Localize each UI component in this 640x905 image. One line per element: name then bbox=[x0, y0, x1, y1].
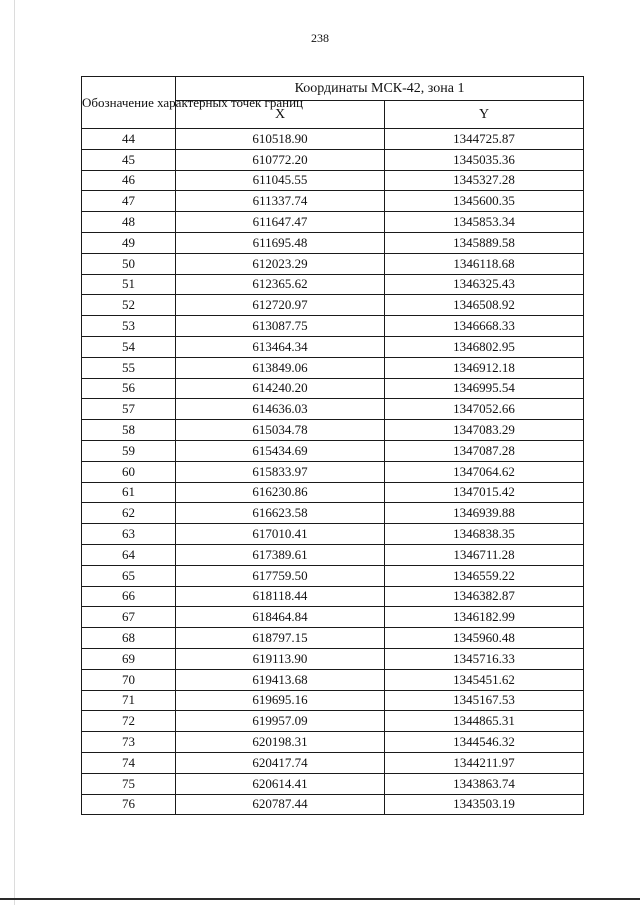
point-cell: 57 bbox=[82, 399, 176, 420]
y-cell: 1346118.68 bbox=[385, 253, 584, 274]
table-body bbox=[82, 129, 584, 815]
y-cell: 1346668.33 bbox=[385, 316, 584, 337]
y-cell: 1347083.29 bbox=[385, 420, 584, 441]
y-cell: 1346912.18 bbox=[385, 357, 584, 378]
y-cell: 1346711.28 bbox=[385, 544, 584, 565]
x-cell: 616230.86 bbox=[176, 482, 385, 503]
y-cell: 1347087.28 bbox=[385, 440, 584, 461]
point-cell: 51 bbox=[82, 274, 176, 295]
table-row bbox=[82, 212, 584, 233]
page-number: 238 bbox=[311, 31, 329, 45]
point-cell: 71 bbox=[82, 690, 176, 711]
y-cell: 1345853.34 bbox=[385, 212, 584, 233]
x-cell: 615434.69 bbox=[176, 440, 385, 461]
x-cell: 610772.20 bbox=[176, 149, 385, 170]
point-cell: 75 bbox=[82, 773, 176, 794]
point-cell: 66 bbox=[82, 586, 176, 607]
table-row bbox=[82, 503, 584, 524]
y-cell: 1345035.36 bbox=[385, 149, 584, 170]
y-cell: 1344865.31 bbox=[385, 711, 584, 732]
x-cell: 617759.50 bbox=[176, 565, 385, 586]
point-cell: 61 bbox=[82, 482, 176, 503]
table-row bbox=[82, 420, 584, 441]
table-row bbox=[82, 336, 584, 357]
table-row bbox=[82, 732, 584, 753]
table-row bbox=[82, 378, 584, 399]
y-cell: 1345327.28 bbox=[385, 170, 584, 191]
point-cell: 74 bbox=[82, 752, 176, 773]
y-cell: 1345716.33 bbox=[385, 648, 584, 669]
table-row bbox=[82, 482, 584, 503]
header-y: Y bbox=[385, 101, 584, 129]
point-cell: 56 bbox=[82, 378, 176, 399]
x-cell: 616623.58 bbox=[176, 503, 385, 524]
point-cell: 46 bbox=[82, 170, 176, 191]
table-row bbox=[82, 399, 584, 420]
y-cell: 1346182.99 bbox=[385, 607, 584, 628]
point-cell: 73 bbox=[82, 732, 176, 753]
coordinates-table bbox=[81, 76, 584, 815]
x-cell: 613464.34 bbox=[176, 336, 385, 357]
table-row bbox=[82, 357, 584, 378]
x-cell: 612023.29 bbox=[176, 253, 385, 274]
table-row bbox=[82, 149, 584, 170]
y-cell: 1343863.74 bbox=[385, 773, 584, 794]
point-cell: 58 bbox=[82, 420, 176, 441]
y-cell: 1343503.19 bbox=[385, 794, 584, 815]
y-cell: 1346939.88 bbox=[385, 503, 584, 524]
table-row bbox=[82, 773, 584, 794]
table-row bbox=[82, 461, 584, 482]
x-cell: 619957.09 bbox=[176, 711, 385, 732]
y-cell: 1344725.87 bbox=[385, 129, 584, 150]
y-cell: 1346995.54 bbox=[385, 378, 584, 399]
table-row bbox=[82, 232, 584, 253]
table-row bbox=[82, 295, 584, 316]
point-cell: 65 bbox=[82, 565, 176, 586]
table-row bbox=[82, 586, 584, 607]
x-cell: 619695.16 bbox=[176, 690, 385, 711]
table-row bbox=[82, 170, 584, 191]
x-cell: 619413.68 bbox=[176, 669, 385, 690]
x-cell: 620614.41 bbox=[176, 773, 385, 794]
table-row bbox=[82, 274, 584, 295]
table-row bbox=[82, 669, 584, 690]
y-cell: 1347015.42 bbox=[385, 482, 584, 503]
y-cell: 1345451.62 bbox=[385, 669, 584, 690]
y-cell: 1347052.66 bbox=[385, 399, 584, 420]
point-cell: 69 bbox=[82, 648, 176, 669]
point-cell: 64 bbox=[82, 544, 176, 565]
table-row bbox=[82, 690, 584, 711]
point-cell: 59 bbox=[82, 440, 176, 461]
x-cell: 615833.97 bbox=[176, 461, 385, 482]
point-cell: 50 bbox=[82, 253, 176, 274]
x-cell: 611695.48 bbox=[176, 232, 385, 253]
y-cell: 1345600.35 bbox=[385, 191, 584, 212]
x-cell: 618118.44 bbox=[176, 586, 385, 607]
scan-edge-left bbox=[14, 0, 15, 905]
y-cell: 1345167.53 bbox=[385, 690, 584, 711]
header-x: X bbox=[176, 101, 385, 129]
point-cell: 47 bbox=[82, 191, 176, 212]
point-cell: 67 bbox=[82, 607, 176, 628]
point-cell: 76 bbox=[82, 794, 176, 815]
x-cell: 614636.03 bbox=[176, 399, 385, 420]
x-cell: 617389.61 bbox=[176, 544, 385, 565]
x-cell: 619113.90 bbox=[176, 648, 385, 669]
point-cell: 62 bbox=[82, 503, 176, 524]
x-cell: 620417.74 bbox=[176, 752, 385, 773]
x-cell: 615034.78 bbox=[176, 420, 385, 441]
x-cell: 613849.06 bbox=[176, 357, 385, 378]
point-cell: 54 bbox=[82, 336, 176, 357]
y-cell: 1346802.95 bbox=[385, 336, 584, 357]
table-row bbox=[82, 607, 584, 628]
header-point-designation: Обозначение характерных точек границ bbox=[82, 77, 176, 129]
x-cell: 612365.62 bbox=[176, 274, 385, 295]
x-cell: 620787.44 bbox=[176, 794, 385, 815]
y-cell: 1345960.48 bbox=[385, 628, 584, 649]
x-cell: 611045.55 bbox=[176, 170, 385, 191]
table-row bbox=[82, 648, 584, 669]
scan-edge-bottom bbox=[0, 898, 640, 900]
table-row bbox=[82, 129, 584, 150]
table-row bbox=[82, 440, 584, 461]
table-row bbox=[82, 316, 584, 337]
y-cell: 1345889.58 bbox=[385, 232, 584, 253]
table-row bbox=[82, 794, 584, 815]
y-cell: 1346838.35 bbox=[385, 524, 584, 545]
point-cell: 72 bbox=[82, 711, 176, 732]
point-cell: 52 bbox=[82, 295, 176, 316]
point-cell: 63 bbox=[82, 524, 176, 545]
point-cell: 70 bbox=[82, 669, 176, 690]
x-cell: 618797.15 bbox=[176, 628, 385, 649]
x-cell: 611647.47 bbox=[176, 212, 385, 233]
point-cell: 55 bbox=[82, 357, 176, 378]
table-row bbox=[82, 191, 584, 212]
point-cell: 53 bbox=[82, 316, 176, 337]
x-cell: 620198.31 bbox=[176, 732, 385, 753]
point-cell: 44 bbox=[82, 129, 176, 150]
y-cell: 1344211.97 bbox=[385, 752, 584, 773]
y-cell: 1346325.43 bbox=[385, 274, 584, 295]
x-cell: 614240.20 bbox=[176, 378, 385, 399]
y-cell: 1346559.22 bbox=[385, 565, 584, 586]
table-row bbox=[82, 752, 584, 773]
table-row bbox=[82, 565, 584, 586]
point-cell: 49 bbox=[82, 232, 176, 253]
header-coordinate-system: Координаты МСК-42, зона 1 bbox=[176, 77, 584, 101]
x-cell: 612720.97 bbox=[176, 295, 385, 316]
x-cell: 611337.74 bbox=[176, 191, 385, 212]
x-cell: 613087.75 bbox=[176, 316, 385, 337]
x-cell: 618464.84 bbox=[176, 607, 385, 628]
point-cell: 45 bbox=[82, 149, 176, 170]
y-cell: 1346382.87 bbox=[385, 586, 584, 607]
y-cell: 1346508.92 bbox=[385, 295, 584, 316]
table-row bbox=[82, 524, 584, 545]
x-cell: 610518.90 bbox=[176, 129, 385, 150]
x-cell: 617010.41 bbox=[176, 524, 385, 545]
table-row bbox=[82, 544, 584, 565]
y-cell: 1347064.62 bbox=[385, 461, 584, 482]
table-row bbox=[82, 253, 584, 274]
table-row bbox=[82, 711, 584, 732]
y-cell: 1344546.32 bbox=[385, 732, 584, 753]
table-row bbox=[82, 628, 584, 649]
point-cell: 48 bbox=[82, 212, 176, 233]
point-cell: 68 bbox=[82, 628, 176, 649]
point-cell: 60 bbox=[82, 461, 176, 482]
